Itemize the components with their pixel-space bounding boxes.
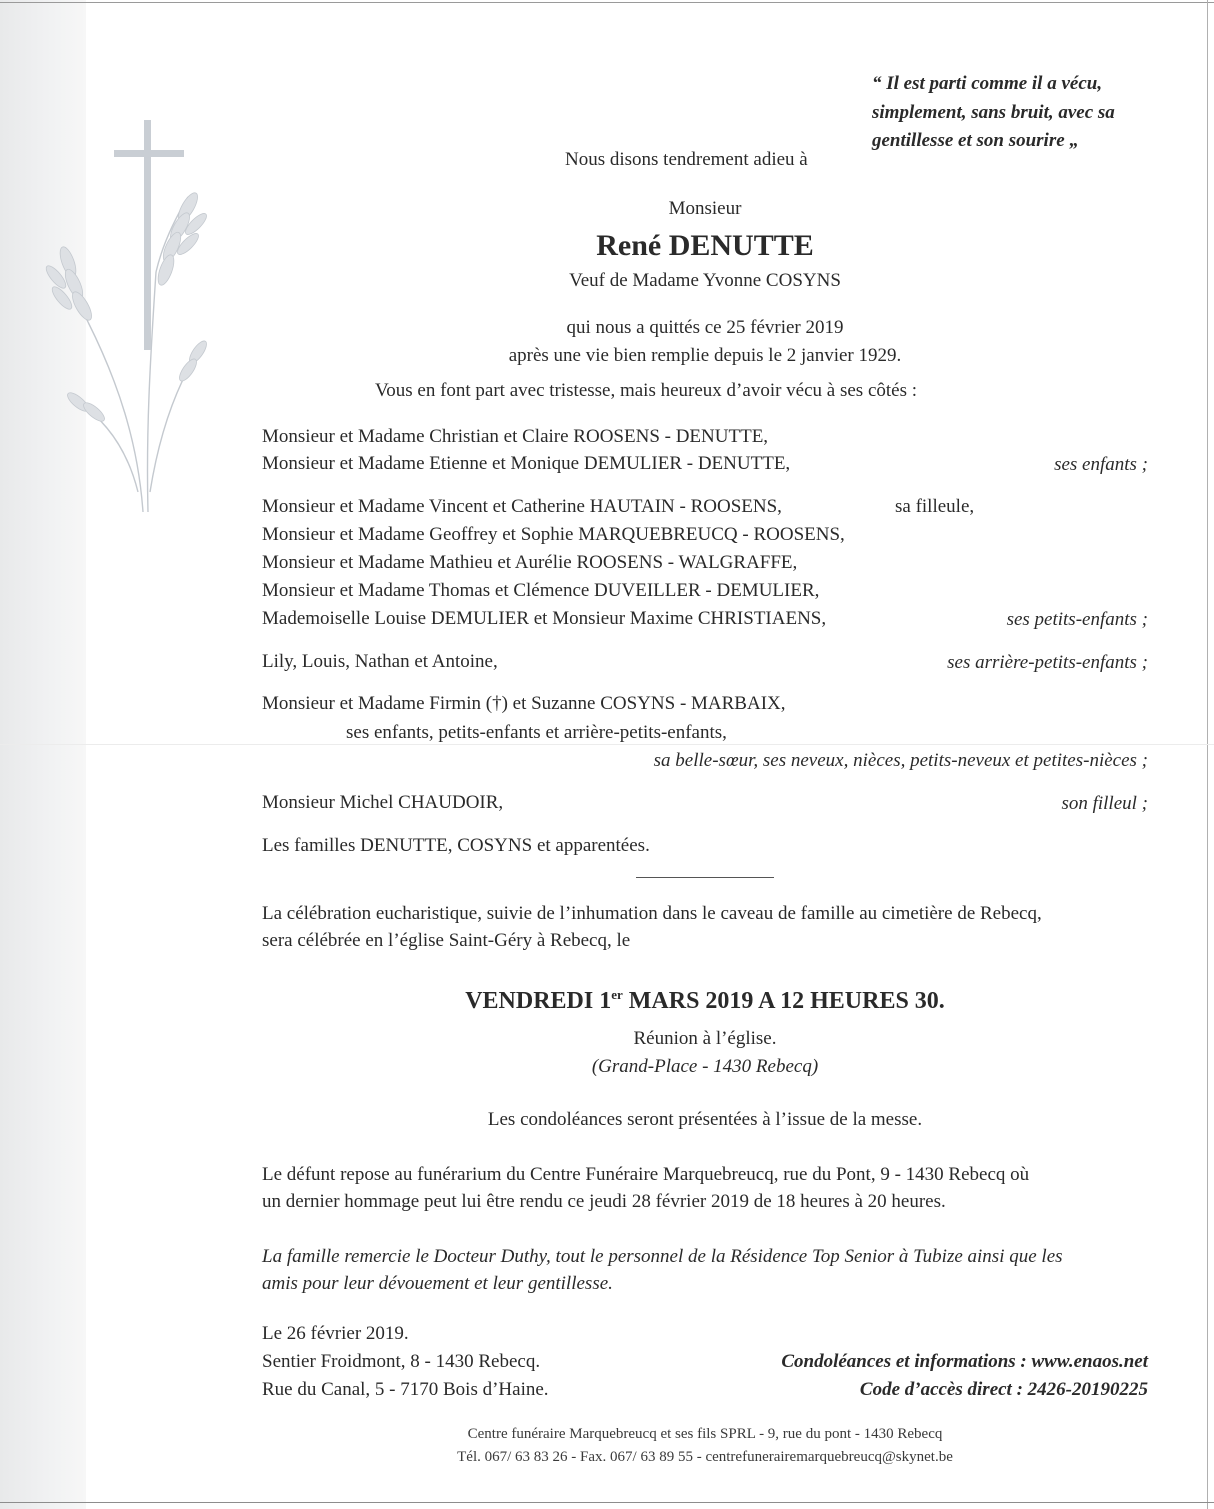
relation-godson: son filleul ; xyxy=(1061,793,1148,814)
relation-grandchildren: ses petits-enfants ; xyxy=(1006,609,1148,630)
grandchildren-line-5: Mademoiselle Louise DEMULIER et Monsieur Maxime CHRISTIAENS, xyxy=(262,608,827,629)
closing-date: Le 26 février 2019. xyxy=(262,1323,409,1344)
funeral-home-line-2: un dernier hommage peut lui être rendu ce jeudi 28 février 2019 de 18 heures à 20 heures. xyxy=(262,1191,946,1212)
thanks-line-1: La famille remercie le Docteur Duthy, tout le personnel de la Résidence Top Senior à Tubize ainsi que les xyxy=(262,1246,1063,1267)
cross-wheat-ornament xyxy=(38,112,218,532)
intro-text: Nous disons tendrement adieu à xyxy=(565,149,808,170)
inlaws-line-2: ses enfants, petits-enfants et arrière-petits-enfants, xyxy=(346,722,727,743)
inlaws-line-1: Monsieur et Madame Firmin (†) et Suzanne COSYNS - MARBAIX, xyxy=(262,693,786,714)
ceremony-date xyxy=(355,986,1055,1016)
thanks-line-2: amis pour leur dévouement et leur gentillesse. xyxy=(262,1273,613,1294)
relation-children: ses enfants ; xyxy=(1054,454,1148,475)
quote-line-1: “ Il est parti comme il a vécu, xyxy=(872,73,1103,94)
separator xyxy=(636,877,774,878)
grandchildren-line-4: Monsieur et Madame Thomas et Clémence DUVEILLER - DEMULIER, xyxy=(262,580,820,601)
church-address: (Grand-Place - 1430 Rebecq) xyxy=(591,1056,819,1077)
ceremony-date-part-2: MARS 2019 A 12 HEURES 30. xyxy=(622,988,945,1014)
relation-inlaws: sa belle-sœur, ses neveux, nièces, petits-neveux et petites-nièces ; xyxy=(653,750,1148,771)
great-grandchildren-line: Lily, Louis, Nathan et Antoine, xyxy=(262,651,498,672)
quote-line-2: simplement, sans bruit, avec sa xyxy=(872,101,1115,123)
quote-line-3: gentillesse et son sourire „ xyxy=(872,130,1079,151)
footer-contact: Tél. 067/ 63 83 26 - Fax. 067/ 63 89 55 - centrefunerairemarquebreucq@skynet.be xyxy=(457,1449,953,1465)
footer-company: Centre funéraire Marquebreucq et ses fils SPRL - 9, rue du pont - 1430 Rebecq xyxy=(467,1426,943,1442)
relation-great-grandchildren: ses arrière-petits-enfants ; xyxy=(947,652,1148,673)
deceased-name: René DENUTTE xyxy=(596,229,814,262)
goddaughter-note: sa filleule, xyxy=(895,496,975,517)
access-code: Code d’accès direct : 2426-20190225 xyxy=(859,1379,1148,1400)
honorific: Monsieur xyxy=(668,198,742,219)
grandchildren-line-3: Monsieur et Madame Mathieu et Aurélie ROOSENS - WALGRAFFE, xyxy=(262,552,798,573)
online-condolences: Condoléances et informations : www.enaos.net xyxy=(781,1351,1148,1372)
condolences-note: Les condoléances seront présentées à l’issue de la messe. xyxy=(487,1109,923,1130)
godson-line: Monsieur Michel CHAUDOIR, xyxy=(262,792,504,813)
epitaph-quote xyxy=(872,70,1192,156)
ceremony-date-superscript: er xyxy=(611,987,623,1002)
spouse-note: Veuf de Madame Yvonne COSYNS xyxy=(569,270,841,291)
grandchildren-line-1: Monsieur et Madame Vincent et Catherine HAUTAIN - ROOSENS, xyxy=(262,496,782,517)
closing-address-2: Rue du Canal, 5 - 7170 Bois d’Haine. xyxy=(262,1379,549,1400)
children-line-2: Monsieur et Madame Etienne et Monique DEMULIER - DENUTTE, xyxy=(262,453,791,474)
ceremony-line-2: sera célébrée en l’église Saint-Géry à Rebecq, le xyxy=(262,930,631,951)
bottom-border xyxy=(0,1502,1214,1503)
ceremony-line-1: La célébration eucharistique, suivie de l’inhumation dans le caveau de famille au cimetière de Rebecq, xyxy=(262,903,1042,924)
grandchildren-line-2: Monsieur et Madame Geoffrey et Sophie MARQUEBREUCQ - ROOSENS, xyxy=(262,524,845,545)
families-line: Les familles DENUTTE, COSYNS et apparentées. xyxy=(262,835,650,856)
top-border xyxy=(0,2,1214,3)
ceremony-date-part-1: VENDREDI 1 xyxy=(465,988,612,1014)
funeral-home-line-1: Le défunt repose au funérarium du Centre Funéraire Marquebreucq, rue du Pont, 9 - 1430 Rebecq où xyxy=(262,1164,1030,1185)
closing-address-1: Sentier Froidmont, 8 - 1430 Rebecq. xyxy=(262,1351,541,1372)
life-span: après une vie bien remplie depuis le 2 janvier 1929. xyxy=(508,345,902,366)
wheat-icon xyxy=(43,190,209,512)
right-border xyxy=(1207,0,1208,1509)
meeting-place: Réunion à l’église. xyxy=(633,1028,777,1049)
passing-date: qui nous a quittés ce 25 février 2019 xyxy=(566,317,844,338)
children-line-1: Monsieur et Madame Christian et Claire ROOSENS - DENUTTE, xyxy=(262,426,769,447)
announcement: Vous en font part avec tristesse, mais heureux d’avoir vécu à ses côtés : xyxy=(374,380,918,401)
